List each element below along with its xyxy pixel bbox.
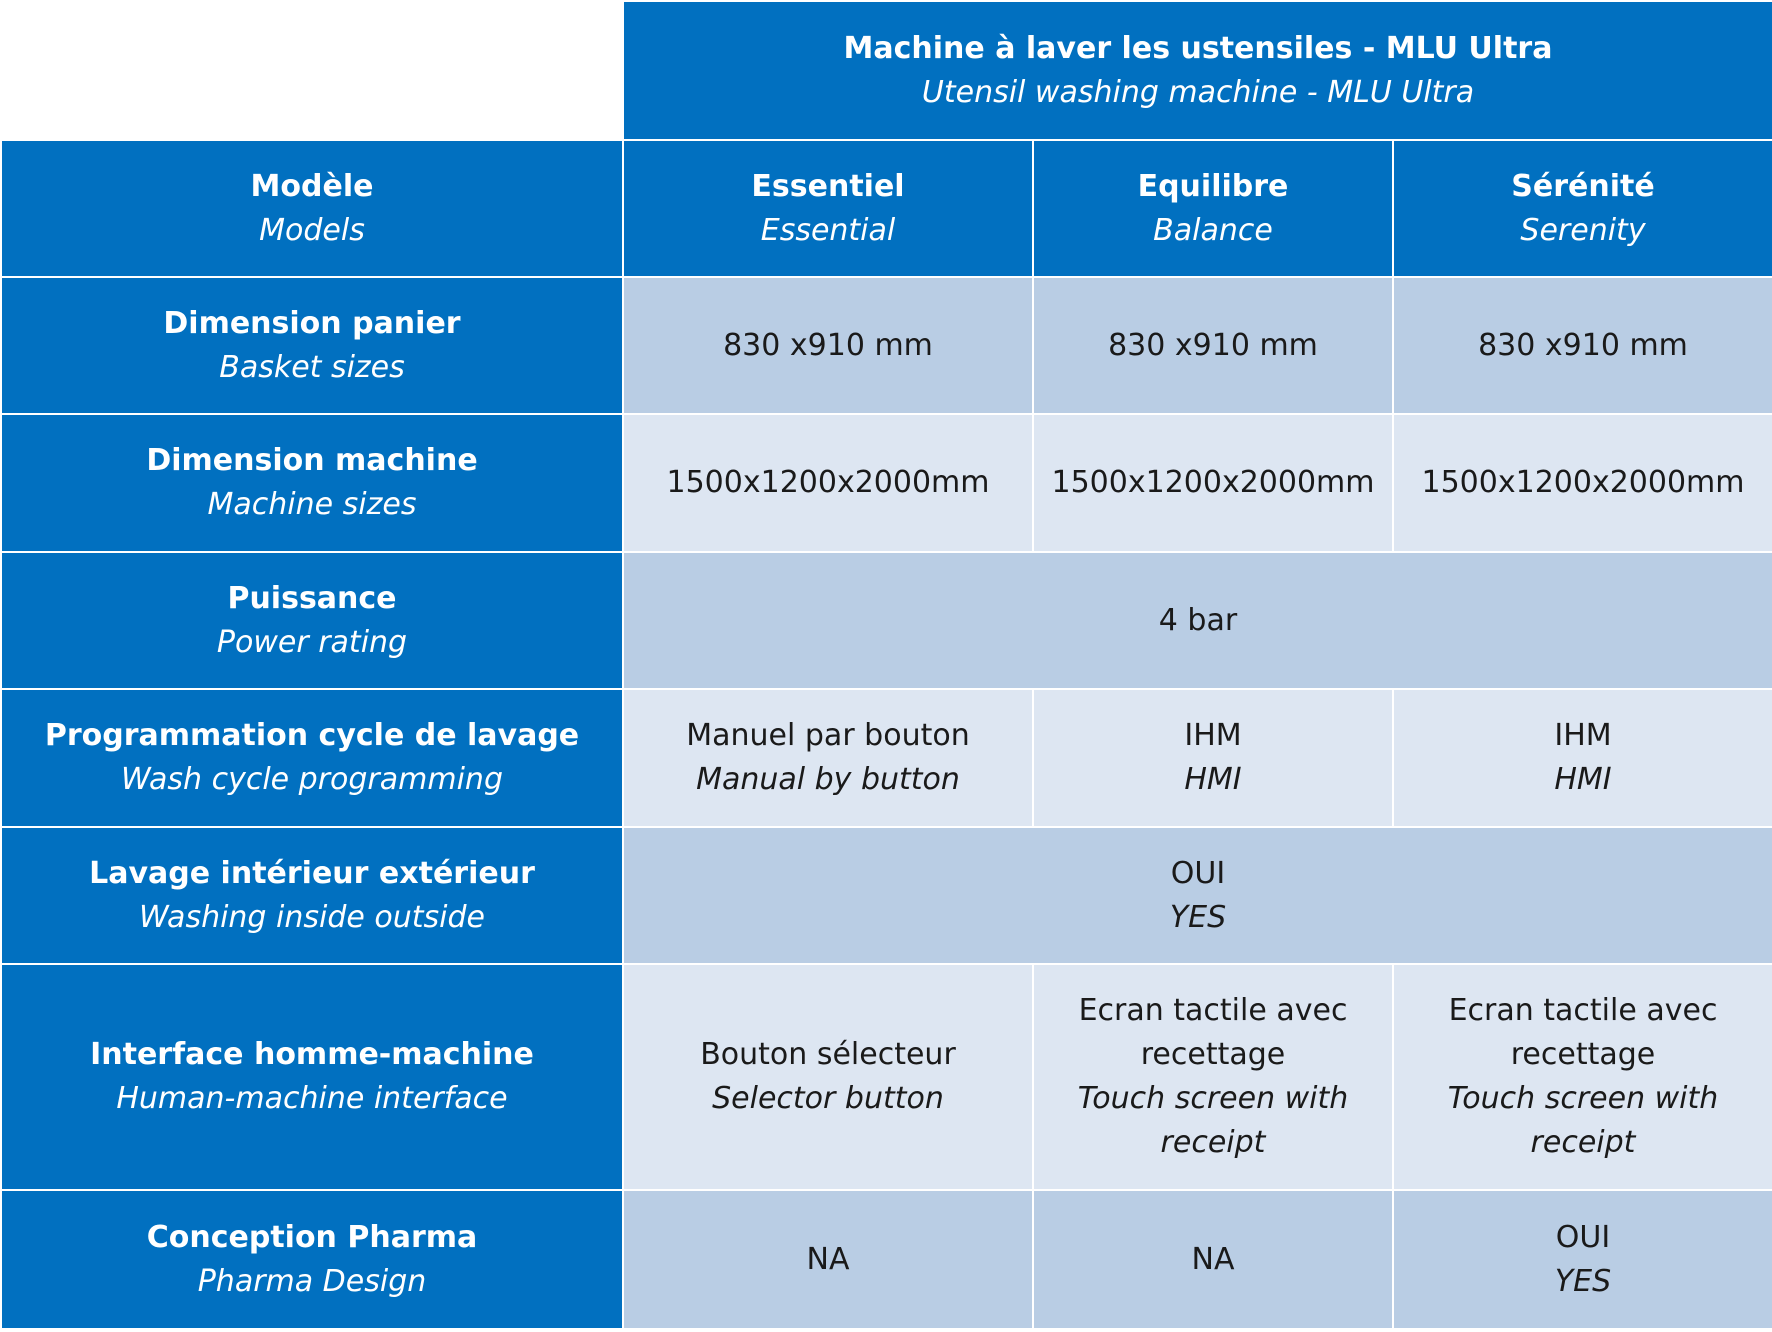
row-label-fr: Puissance (227, 580, 397, 616)
table-cell (1394, 965, 1772, 1189)
cell-value: Ecran tactile avec recettage (1078, 993, 1348, 1072)
row-label-en: Machine sizes (207, 487, 417, 522)
cell-value: 1500x1200x2000mm (666, 465, 990, 500)
row-label-fr: Interface homme-machine (90, 1037, 534, 1072)
row-label-basket-sizes (2, 278, 622, 413)
cell-value: IHM (1554, 718, 1612, 753)
cell-value: 4 bar (1158, 602, 1238, 638)
table-cell (624, 415, 1032, 551)
cell-value: 830 x910 mm (723, 327, 933, 363)
table-title-fr: Machine à laver les ustensiles - MLU Ultra (843, 30, 1553, 66)
table-corner-blank (0, 0, 622, 139)
cell-value: Manuel par bouton (686, 718, 970, 753)
table-cell (624, 278, 1032, 413)
cell-value: 1500x1200x2000mm (1051, 465, 1375, 500)
column-header-en: Balance (1153, 212, 1273, 248)
column-header-essential (624, 141, 1032, 276)
row-label-fr: Conception Pharma (146, 1219, 478, 1255)
cell-value: 1500x1200x2000mm (1421, 465, 1745, 500)
column-header-fr: Modèle (250, 168, 374, 204)
table-cell (624, 690, 1032, 826)
column-header-balance (1034, 141, 1392, 276)
cell-value-en: YES (1554, 1263, 1612, 1299)
cell-value-en: Touch screen with receipt (1447, 1081, 1719, 1160)
row-label-machine-sizes (2, 415, 622, 551)
cell-value: 830 x910 mm (1478, 327, 1688, 363)
table-cell (1394, 1191, 1772, 1328)
row-label-en: Power rating (216, 624, 408, 660)
column-header-fr: Essentiel (751, 168, 905, 204)
row-label-washing-inside-outside (2, 828, 622, 963)
cell-value: Bouton sélecteur (700, 1037, 956, 1072)
row-label-fr: Dimension machine (146, 443, 478, 478)
column-header-en: Essential (760, 212, 896, 248)
table-cell (1034, 1191, 1392, 1328)
table-cell (624, 965, 1032, 1189)
row-label-human-machine-interface (2, 965, 622, 1189)
row-label-fr: Programmation cycle de lavage (44, 718, 580, 753)
row-label-en: Human-machine interface (116, 1081, 508, 1116)
table-cell (1034, 415, 1392, 551)
table-cell (1394, 690, 1772, 826)
row-label-en: Basket sizes (219, 349, 405, 385)
cell-value: IHM (1184, 718, 1242, 753)
table-title (624, 2, 1772, 139)
row-label-en: Wash cycle programming (121, 762, 503, 797)
table-cell (1034, 690, 1392, 826)
row-label-en: Pharma Design (197, 1263, 427, 1299)
row-label-power-rating (2, 553, 622, 688)
cell-value: OUI (1555, 1219, 1611, 1255)
column-header-en: Serenity (1520, 212, 1646, 248)
table-title-en: Utensil washing machine - MLU Ultra (921, 74, 1475, 110)
row-label-wash-cycle-programming (2, 690, 622, 826)
row-label-en: Washing inside outside (139, 899, 485, 935)
column-header-serenity (1394, 141, 1772, 276)
cell-value-en: Touch screen with receipt (1077, 1081, 1349, 1160)
cell-value: OUI (1170, 855, 1226, 891)
table-cell (1034, 278, 1392, 413)
column-header-fr: Equilibre (1137, 168, 1289, 204)
row-label-pharma-design (2, 1191, 622, 1328)
cell-value: NA (806, 1241, 850, 1277)
row-label-fr: Dimension panier (163, 305, 461, 341)
row-label-fr: Lavage intérieur extérieur (89, 855, 535, 891)
column-header-en: Models (259, 212, 365, 248)
table-cell (1394, 278, 1772, 413)
merged-cell (624, 828, 1772, 963)
column-header-fr: Sérénité (1511, 168, 1655, 204)
cell-value: NA (1191, 1241, 1235, 1277)
cell-value-en: HMI (1184, 762, 1242, 797)
table-cell (1394, 415, 1772, 551)
cell-value-en: Manual by button (696, 762, 960, 797)
cell-value-en: HMI (1554, 762, 1612, 797)
cell-value-en: YES (1169, 899, 1227, 935)
cell-value-en: Selector button (712, 1081, 944, 1116)
table-cell (624, 1191, 1032, 1328)
merged-cell (624, 553, 1772, 688)
table-cell (1034, 965, 1392, 1189)
cell-value: Ecran tactile avec recettage (1448, 993, 1718, 1072)
column-header-model (2, 141, 622, 276)
cell-value: 830 x910 mm (1108, 327, 1318, 363)
